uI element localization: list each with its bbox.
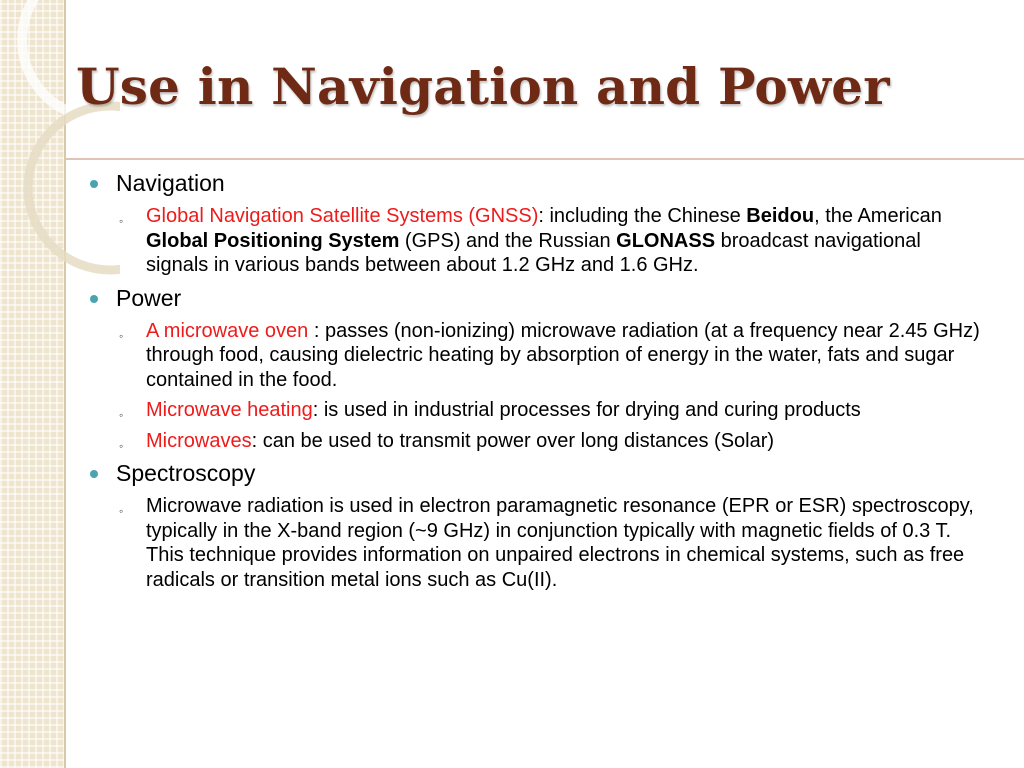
slide-title: Use in Navigation and Power bbox=[76, 57, 890, 116]
bullet-power bbox=[88, 283, 988, 454]
microwave-heating-term: Microwave heating bbox=[146, 399, 313, 421]
section-heading: Navigation bbox=[116, 170, 225, 196]
beidou-term: Beidou bbox=[746, 205, 815, 227]
epr-text: Microwave radiation is used in electron paramagnetic resonance (EPR or ESR) spectroscopy, typically in the X-band region (~9 GHz) in conjunction typically with magnetic fields of 0.3 T. This technique provides information on unpaired electrons in chemical systems, such as free radicals or transition metal ions such as Cu(II). bbox=[146, 495, 974, 591]
subbullet-microwaves bbox=[116, 429, 988, 454]
glonass-term: GLONASS bbox=[616, 229, 716, 252]
subbullet-epr bbox=[116, 494, 988, 592]
gnss-text-d: broadcast navigational signals in various bands between about 1.2 GHz and 1.6 GHz. bbox=[146, 229, 921, 276]
gnss-text-a: : including the Chinese bbox=[538, 205, 747, 227]
microwaves-text: : can be used to transmit power over long distances (Solar) bbox=[251, 429, 775, 452]
bullet-spectroscopy bbox=[88, 458, 988, 592]
gnss-text-c: (GPS) and the Russian bbox=[399, 229, 617, 252]
microwaves-term: Microwaves bbox=[146, 429, 252, 452]
section-heading: Power bbox=[116, 284, 182, 311]
section-heading: Spectroscopy bbox=[116, 460, 256, 486]
hollow-bullet-icon: ◦ bbox=[119, 214, 124, 228]
microwave-oven-text: : passes (non-ionizing) microwave radiation (at a frequency near 2.45 GHz) through food, causing dielectric heating by absorption of energy in the water, fats and sugar contained in the food. bbox=[146, 319, 980, 391]
microwave-heating-text: : is used in industrial processes for drying and curing products bbox=[312, 399, 861, 421]
hollow-bullet-icon: ◦ bbox=[119, 408, 124, 422]
gnss-text-b: , the American bbox=[814, 205, 942, 227]
bullet-navigation bbox=[88, 168, 988, 278]
bullet-dot-icon bbox=[90, 470, 98, 478]
bullet-dot-icon bbox=[90, 180, 98, 188]
title-divider bbox=[66, 158, 1024, 160]
microwave-oven-term: A microwave oven bbox=[146, 319, 314, 342]
subbullet-microwave-heating bbox=[116, 398, 988, 423]
bullet-dot-icon bbox=[90, 295, 98, 303]
hollow-bullet-icon: ◦ bbox=[119, 504, 124, 518]
subbullet-gnss bbox=[116, 204, 988, 278]
subbullet-microwave-oven bbox=[116, 319, 988, 393]
gnss-term: Global Navigation Satellite Systems (GNSS) bbox=[146, 205, 539, 227]
hollow-bullet-icon: ◦ bbox=[119, 328, 124, 343]
slide-body bbox=[88, 163, 988, 592]
hollow-bullet-icon: ◦ bbox=[119, 438, 124, 453]
gps-term: Global Positioning System bbox=[146, 229, 400, 252]
